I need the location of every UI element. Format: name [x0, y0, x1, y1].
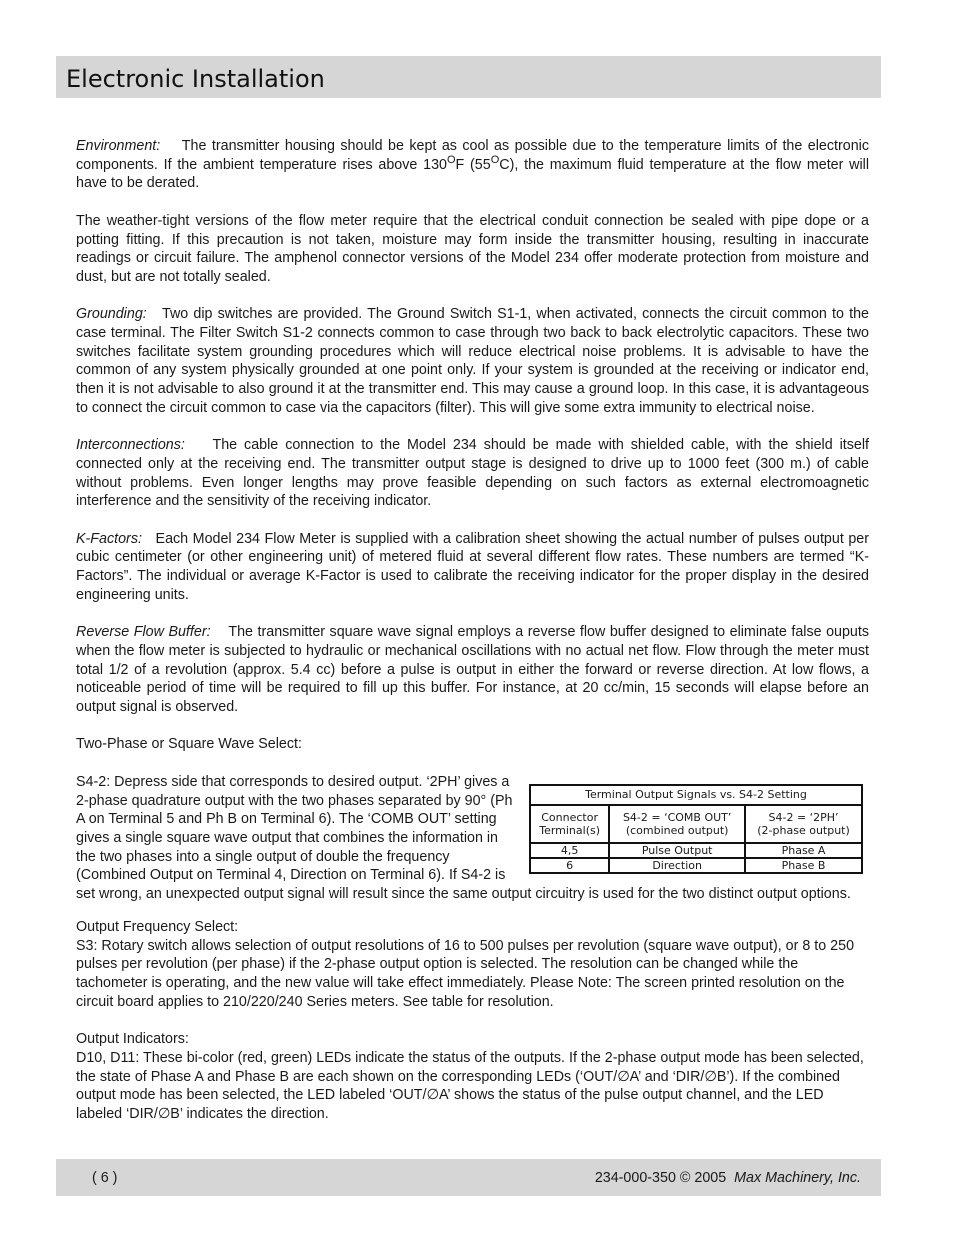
- reverse-flow-text: The transmitter square wave signal employs a reverse flow buffer designed to eliminate false ouputs when the flow meter is subjected to hydraulic or mechanical oscillations with no actual net flow. Flow through the meter must total 1/2 of a revolution (approx. 5.4 cc) before a pulse is output in either the forward or reverse direction. At low flows, a noticeable period of time will be required to fill up this buffer. For instance, at 20 cc/min, 15 seconds will elapse before an output signal is observed.: [76, 624, 869, 716]
- table-header-cell: S4-2 = ‘2PH’ (2-phase output): [745, 805, 862, 843]
- grounding-paragraph: [76, 305, 869, 417]
- degree-mark-f: O: [446, 153, 456, 166]
- table-header-cell: Connector Terminal(s): [530, 805, 609, 843]
- environment-text-b: F (55: [455, 156, 491, 173]
- table-cell: Phase B: [745, 858, 862, 873]
- table-row: [530, 843, 862, 858]
- environment-text-c: C), the maximum fluid temperature at the flow meter will have to be derated.: [76, 156, 869, 192]
- environment-paragraph: [76, 137, 869, 193]
- grounding-text: Two dip switches are provided. The Ground Switch S1-1, when activated, connects the circuit common to the case terminal. The Filter Switch S1-2 connects common to case through two back to back electrolytic capacitors. These two switches facilitate system grounding procedures which will reduce electrical noise problems. It is advisable to have the common of any system physically grounded at one point only. If your system is grounded at the receiving or indicator end, then it is not advisable to also ground it at the transmitter end. This may cause a ground loop. In this case, it is advantageous to connect the circuit common to case via the capacitors (filter). This will give some extra immunity to electrical noise.: [76, 306, 869, 416]
- page-title: Electronic Installation: [66, 65, 325, 93]
- output-indicators-paragraph: [76, 1030, 869, 1124]
- weather-paragraph: The weather-tight versions of the flow meter require that the electrical conduit connection be sealed with pipe dope or a potting fitting. If this precaution is not taken, moisture may form inside the transmitter housing, resulting in inaccurate readings or circuit failure. The amphenol connector versions of the Model 234 offer moderate protection from moisture and dust, but are not totally sealed.: [76, 212, 869, 285]
- two-phase-heading: Two-Phase or Square Wave Select:: [76, 736, 302, 753]
- kfactors-paragraph: [76, 530, 869, 605]
- table-cell: 6: [530, 858, 609, 873]
- reverse-flow-paragraph: [76, 623, 869, 717]
- page-number: ( 6 ): [92, 1170, 118, 1186]
- two-phase-paragraph: [76, 735, 869, 754]
- grounding-label: Grounding:: [76, 306, 147, 323]
- table-header-row: [530, 805, 862, 843]
- output-frequency-heading: Output Frequency Select:: [76, 919, 239, 936]
- kfactors-label: K-Factors:: [76, 530, 142, 547]
- table-cell: Pulse Output: [609, 843, 745, 858]
- output-indicators-heading: Output Indicators:: [76, 1031, 189, 1048]
- environment-text-a: The transmitter housing should be kept as cool as possible due to the temperature limits of the electronic components. If the ambient temperature rises above 130: [76, 138, 869, 173]
- output-indicators-text: D10, D11: These bi-color (red, green) LEDs indicate the status of the outputs. If the 2-phase output mode has been selected, the state of Phase A and Phase B are each shown on the corresponding LEDs (‘OUT/∅A’ and ‘DIR/∅B’). If the combined output mode has been selected, the LED labeled ‘OUT/∅A’ shows the status of the pulse output channel, and the LED labeled ‘DIR/∅B’ indicates the direction.: [76, 1049, 864, 1123]
- environment-label: Environment:: [76, 138, 161, 154]
- reverse-flow-label: Reverse Flow Buffer:: [76, 624, 211, 641]
- table-cell: Direction: [609, 858, 745, 873]
- output-frequency-paragraph: [76, 918, 869, 1012]
- interconnections-text: The cable connection to the Model 234 should be made with shielded cable, with the shield itself connected only at the receiving end. The transmitter output stage is designed to drive up to 1000 feet (300 m.) of cable without problems. Even longer lengths may prove feasible depending on such factors as external electromoagnetic interference and the sensitivity of the receiving indicator.: [76, 437, 869, 510]
- table-cell: 4,5: [530, 843, 609, 858]
- copyright-notice: [595, 1170, 861, 1186]
- two-phase-text: S4-2: Depress side that corresponds to desired output. ‘2PH’ gives a 2-phase quadrature output with the two phases separated by 90° (Ph A on Terminal 5 and Ph B on Terminal 6). The ‘COMB OUT’ setting gives a single square wave output that combines the information in the two phases into a single output of double the frequency (Combined Output on Terminal 4, Direction on Terminal 6). If S4-2 is set wrong, an unexpected output signal will result since the same output circuitry is used for the two distinct output options.: [76, 773, 851, 903]
- company-name: Max Machinery, Inc.: [734, 1170, 861, 1186]
- table-row: [530, 858, 862, 873]
- body-content: [76, 137, 869, 1142]
- interconnections-paragraph: [76, 436, 869, 511]
- table-title: Terminal Output Signals vs. S4-2 Setting: [530, 785, 862, 805]
- table-header-cell: S4-2 = ‘COMB OUT’ (combined output): [609, 805, 745, 843]
- output-frequency-text: S3: Rotary switch allows selection of output resolutions of 16 to 500 pulses per revolution (square wave output), or 8 to 250 pulses per revolution (per phase) if the 2-phase output option is selected. The resolution can be changed while the tachometer is operating, and the new value will take effect immediately. Please Note: The screen printed resolution on the circuit board applies to 210/220/240 Series meters. See table for resolution.: [76, 937, 855, 1010]
- terminal-output-table: [529, 784, 863, 874]
- kfactors-text: Each Model 234 Flow Meter is supplied with a calibration sheet showing the actual number of pulses output per cubic centimeter (or other engineering unit) of metered fluid at several different flow rates. These numbers are termed “K-Factors”. The individual or average K-Factor is used to calibrate the receiving indicator for the proper display in the desired engineering units.: [76, 530, 869, 603]
- footer-bar: [56, 1159, 881, 1196]
- header-bar: [56, 56, 881, 98]
- table-cell: Phase A: [745, 843, 862, 858]
- degree-mark-c: O: [490, 153, 500, 166]
- interconnections-label: Interconnections:: [76, 437, 185, 454]
- doc-id: 234-000-350 © 2005: [594, 1170, 727, 1186]
